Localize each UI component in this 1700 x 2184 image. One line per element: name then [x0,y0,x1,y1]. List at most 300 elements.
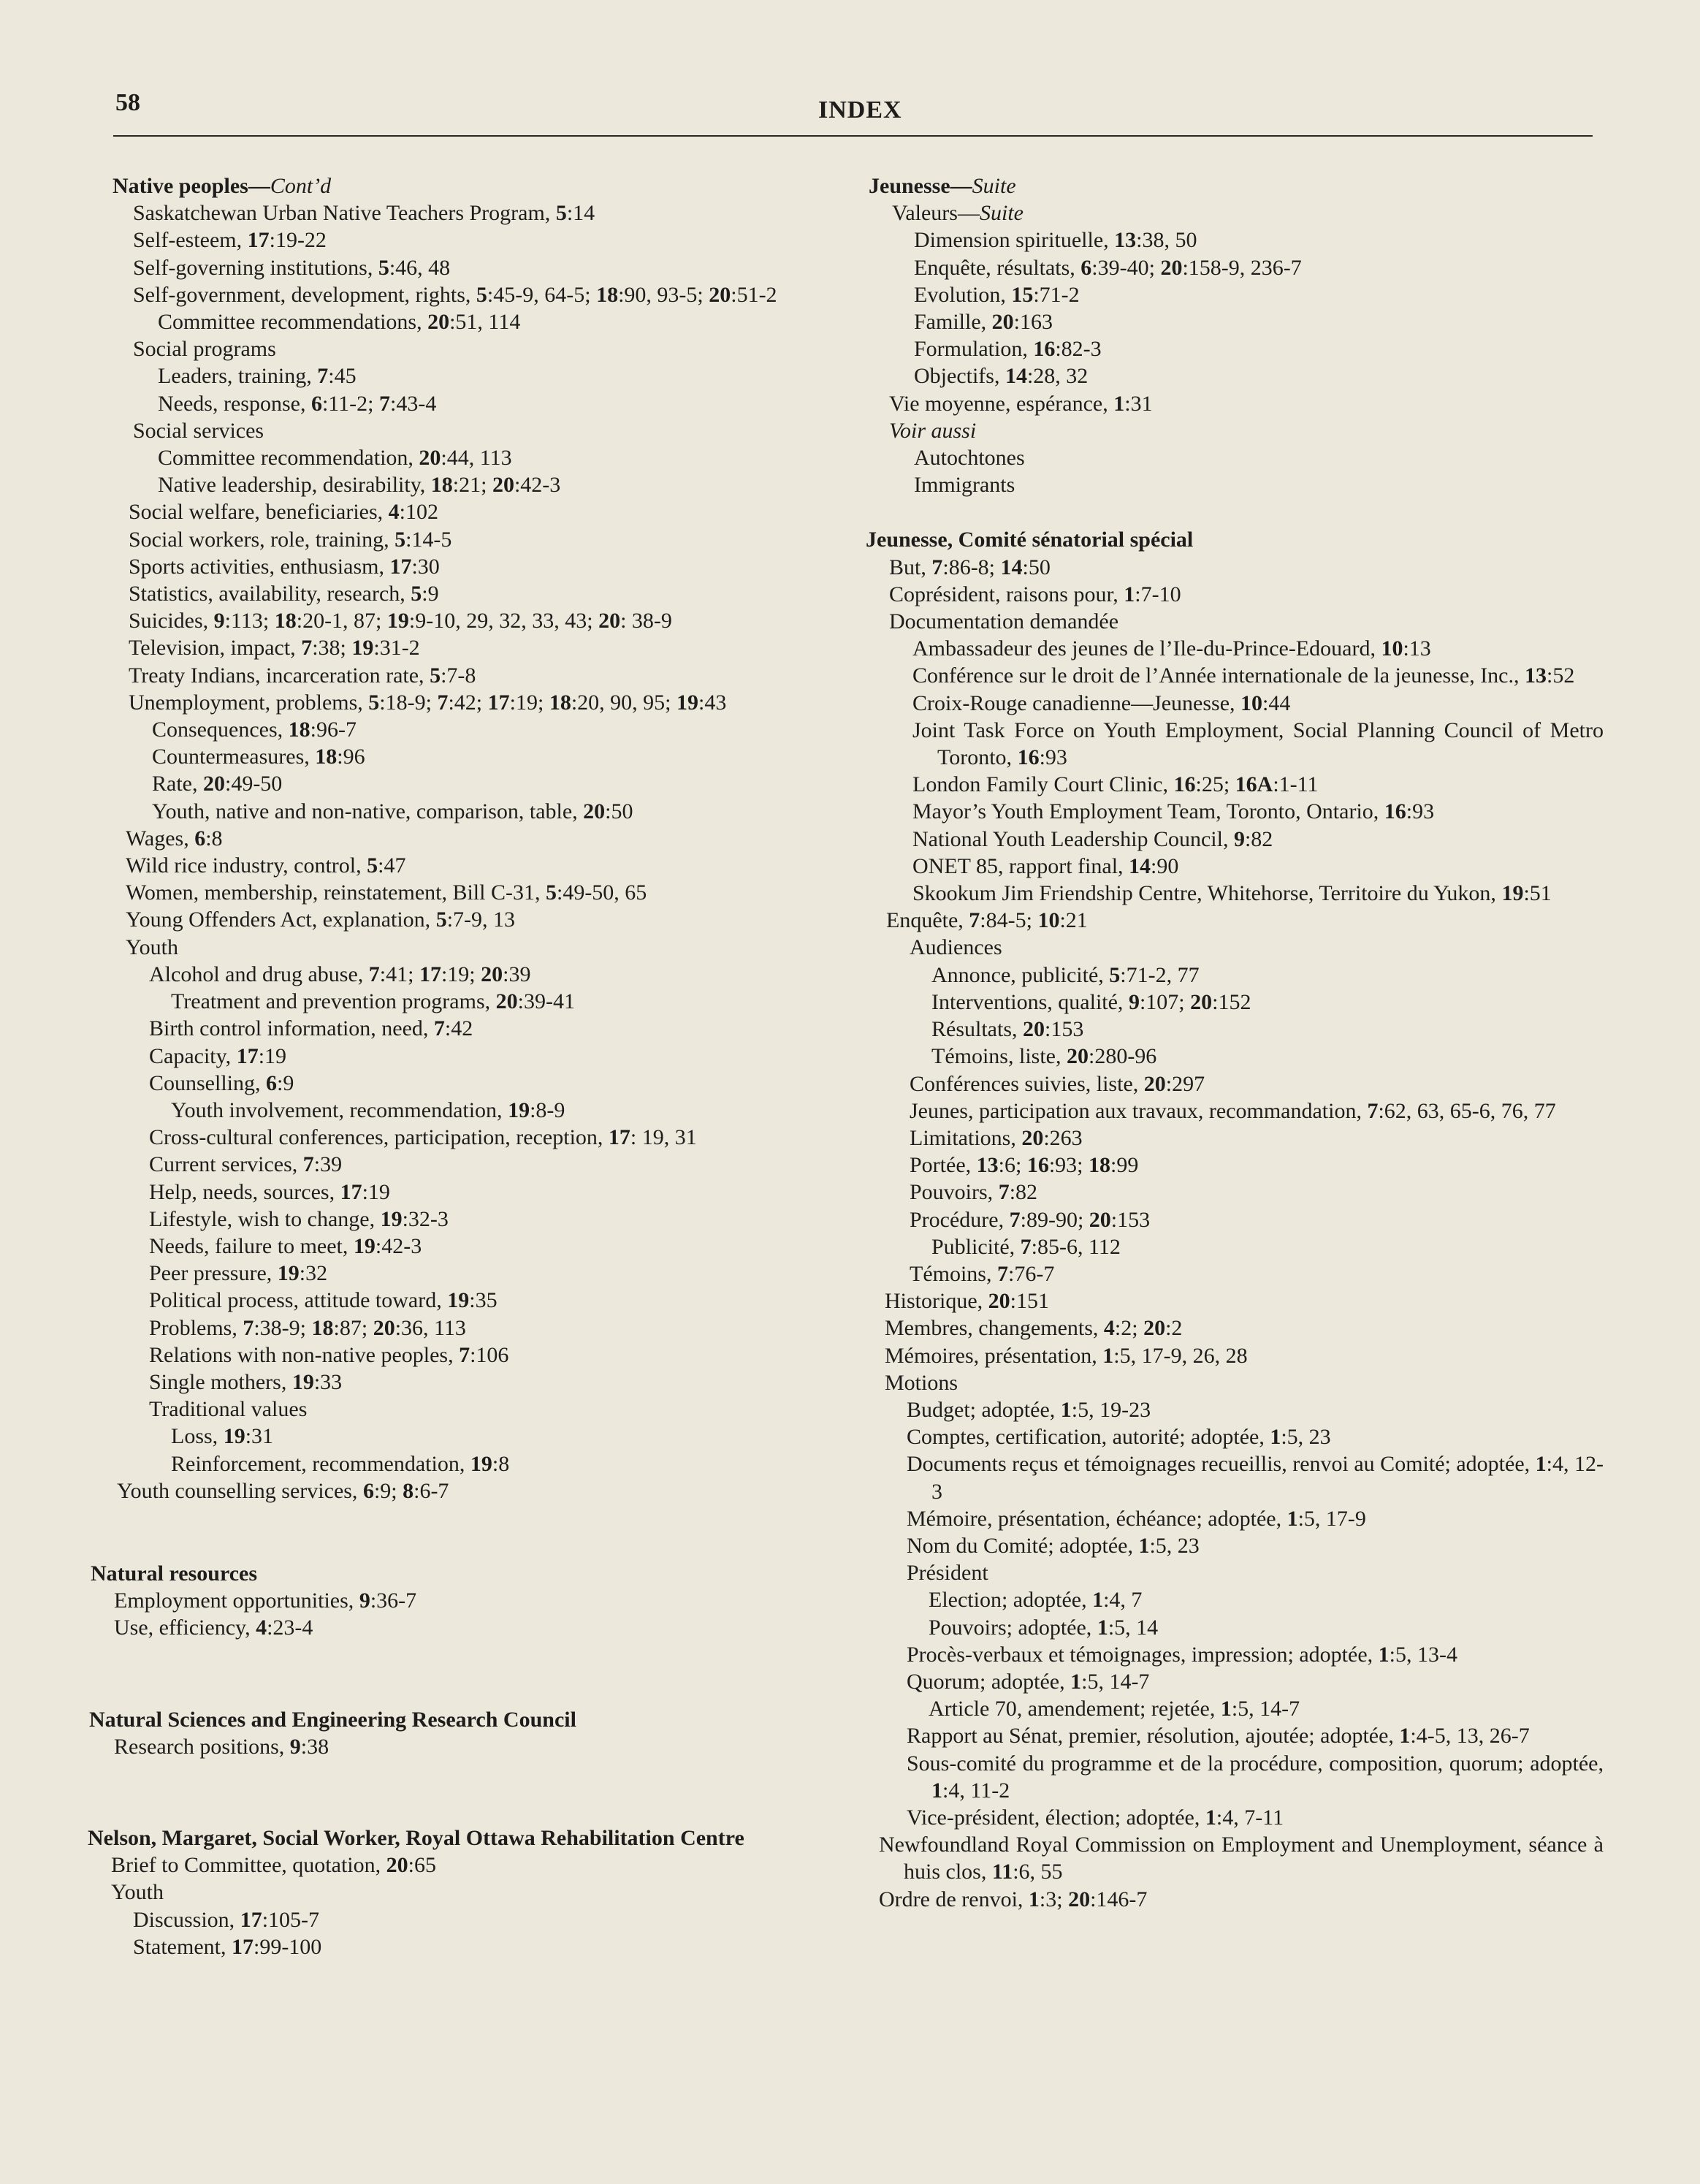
index-heading [88,1825,818,1852]
index-entry [866,1532,1604,1559]
index-heading [88,1560,818,1587]
issue-number: 19 [676,690,698,715]
index-entry [866,662,1604,689]
index-entry [866,1722,1604,1749]
index-entry [88,662,818,689]
entry-text: :19 [258,1043,287,1068]
entry-text: :50 [605,799,633,823]
entry-text: Committee recommendations, [158,310,428,335]
entry-text: :7-9, 13 [446,908,516,932]
entry-text: :65 [408,1853,436,1878]
entry-text: :3; [1039,1887,1069,1911]
entry-text: : 38-9 [620,609,672,633]
entry-text: Evolution, [914,282,1012,307]
issue-number: 18 [430,473,453,498]
index-entry [88,1614,818,1641]
issue-number: 19 [351,636,374,661]
index-entry [88,1233,818,1260]
issue-number: 20 [202,772,225,796]
entry-text: :96 [337,745,365,769]
entry-text: :32-3 [402,1206,449,1231]
entry-text: :39 [313,1152,343,1177]
entry-text: :44, 113 [441,446,512,471]
entry-text: :42-3 [375,1233,422,1258]
index-entry [866,1668,1604,1695]
issue-number: 16 [1384,799,1406,824]
entry-text: :20-1, 87; [296,609,387,633]
entry-text: Women, membership, reinstatement, Bill C-31, [126,880,546,905]
index-entry [866,717,1604,771]
spacer [866,498,1604,526]
issue-number: 20 [1190,989,1213,1014]
entry-text: Documents reçus et témoignages recueillis, renvoi au Comité; adoptée, [907,1452,1536,1477]
index-entry [88,1587,818,1614]
issue-number: 20 [583,799,606,823]
spacer [88,1760,818,1825]
issue-number: 16 [1033,337,1056,362]
issue-number: 17 [236,1043,259,1068]
index-entry [88,498,818,525]
index-entry [866,608,1604,635]
entry-text: Loss, [171,1424,224,1449]
entry-text: :84-5; [980,908,1038,933]
entry-text: Famille, [914,310,992,335]
entry-text: Youth counselling services, [117,1478,363,1503]
index-entry [88,227,818,254]
index-heading [866,172,1604,199]
entry-text: :42; [448,690,488,715]
issue-number: 20 [1160,255,1183,280]
heading-text: Jeunesse, Comité sénatorial spécial [866,528,1194,552]
entry-text: :49-50 [224,772,283,796]
entry-text: :5, 13-4 [1389,1642,1457,1667]
index-entry [88,770,818,797]
entry-text: Suite [979,201,1024,226]
entry-text: :36-7 [370,1588,417,1613]
issue-number: 4 [388,500,400,525]
issue-number: 7 [379,391,390,416]
issue-number: 1 [1070,1669,1082,1694]
issue-number: 6 [362,1478,374,1503]
index-entry [866,1831,1604,1885]
entry-text: :9 [277,1070,294,1095]
entry-text: Mémoire, présentation, échéance; adoptée, [907,1506,1287,1531]
issue-number: 19 [380,1206,403,1231]
entry-text: :2 [1165,1316,1183,1341]
entry-text: Problems, [149,1315,243,1340]
index-entry [88,1124,818,1151]
entry-text: :107; [1139,989,1191,1014]
entry-text: Alcohol and drug abuse, [149,962,369,986]
entry-text: :19-22 [269,228,327,253]
issue-number: 20 [495,989,518,1014]
index-entry [866,635,1604,662]
entry-text: Social welfare, beneficiaries, [129,500,389,525]
index-entry [866,1695,1604,1722]
entry-text: :44 [1262,690,1291,715]
index-entry [866,690,1604,717]
issue-number: 17 [247,228,270,253]
issue-number: 15 [1011,282,1034,307]
heading-text: Suite [972,174,1016,198]
issue-number: 7 [433,1016,445,1041]
index-entry [866,254,1604,281]
entry-text: Self-governing institutions, [133,255,378,280]
entry-text: :36, 113 [394,1315,466,1340]
index-entry [866,471,1604,498]
issue-number: 19 [386,609,409,633]
issue-number: 14 [1129,853,1151,878]
entry-text: Mayor’s Youth Employment Team, Toronto, Ontario, [912,799,1384,824]
issue-number: 10 [1240,690,1263,715]
issue-number: 19 [223,1424,245,1449]
issue-number: 13 [1525,663,1547,688]
index-entry [88,1733,818,1760]
entry-text: :6-7 [413,1478,449,1503]
index-entry [866,554,1604,581]
entry-text: Vice-président, élection; adoptée, [907,1805,1205,1830]
index-entry [866,1750,1604,1804]
issue-number: 1 [1124,582,1135,606]
entry-text: Vie moyenne, espérance, [889,391,1114,416]
entry-text: Wild rice industry, control, [126,853,367,878]
entry-text: Limitations, [910,1125,1022,1150]
entry-text: :21 [1059,908,1088,933]
issue-number: 19 [508,1097,530,1122]
entry-text: :153 [1110,1207,1151,1232]
entry-text: Motions [885,1370,958,1395]
entry-text: :19 [362,1179,390,1204]
entry-text: :47 [378,853,406,878]
index-entry [88,1097,818,1124]
entry-text: Discussion, [133,1907,240,1932]
entry-text: :82 [1244,826,1273,851]
index-entry [866,444,1604,471]
entry-text: :5, 14 [1108,1615,1159,1640]
issue-number: 13 [976,1153,999,1178]
entry-text: Pouvoirs; adoptée, [929,1615,1097,1640]
entry-text: Article 70, amendement; rejetée, [929,1697,1221,1721]
heading-text: Jeunesse— [869,174,972,198]
issue-number: 18 [1088,1153,1110,1178]
entry-text: :14 [566,201,595,226]
entry-text: :4, 11-2 [942,1778,1010,1803]
entry-text: :38; [312,636,352,661]
index-entry [88,1369,818,1396]
issue-number: 17 [340,1179,362,1204]
issue-number: 20 [991,310,1014,335]
index-entry [88,1206,818,1233]
entry-text: :102 [399,500,438,525]
index-entry [866,1804,1604,1831]
issue-number: 19 [291,1369,314,1394]
index-column-right [866,172,1604,1913]
entry-text: Current services, [149,1152,303,1177]
issue-number: 1 [1205,1805,1216,1830]
index-entry [88,281,818,308]
index-entry [88,526,818,553]
issue-number: 5 [476,282,487,307]
entry-text: :32 [299,1261,328,1286]
index-entry [866,1423,1604,1450]
entry-text: :45-9, 64-5; [487,282,597,307]
issue-number: 7 [1020,1234,1032,1259]
entry-text: :86-8; [942,555,1001,579]
index-entry [88,906,818,933]
issue-number: 8 [403,1478,414,1503]
index-entry [866,1070,1604,1097]
issue-number: 20 [1066,1044,1089,1069]
entry-text: :28, 32 [1026,364,1089,389]
entry-text: National Youth Leadership Council, [912,826,1234,851]
entry-text: Interventions, qualité, [931,989,1129,1014]
entry-text: Employment opportunities, [114,1588,359,1613]
index-entry [866,1125,1604,1152]
index-heading [866,526,1604,553]
page-number: 58 [115,89,140,116]
issue-number: 17 [487,690,510,715]
issue-number: 1 [1535,1452,1547,1477]
issue-number: 7 [243,1315,254,1340]
index-entry [88,1342,818,1369]
entry-text: :5, 23 [1281,1425,1331,1450]
issue-number: 18 [549,690,571,715]
index-entry [866,1097,1604,1125]
entry-text: Native leadership, desirability, [158,473,431,498]
issue-number: 20 [481,962,503,986]
issue-number: 17 [608,1125,630,1150]
entry-text: Dimension spirituelle, [914,228,1115,253]
issue-number: 1 [1097,1615,1108,1640]
issue-number: 20 [373,1315,395,1340]
entry-text: :19; [509,690,549,715]
entry-text: Joint Task Force on Youth Employment, Social Planning Council of Metro Toronto, [912,718,1604,770]
entry-text: :2; [1114,1316,1144,1341]
index-entry [866,1287,1604,1314]
entry-text: :85-6, 112 [1031,1234,1121,1259]
entry-text: :8-9 [530,1097,565,1122]
index-entry [88,1450,818,1477]
entry-text: Immigrants [914,473,1015,498]
index-entry [866,907,1604,934]
entry-text: Autochtones [914,446,1025,471]
index-entry [866,1559,1604,1586]
issue-number: 5 [1109,962,1121,987]
heading-text: Native peoples— [113,174,270,198]
index-entry [88,471,818,498]
entry-text: :5, 17-9, 26, 28 [1113,1343,1248,1368]
entry-text: :153 [1045,1017,1084,1042]
running-head: INDEX [818,96,902,123]
entry-text: Ordre de renvoi, [879,1887,1029,1911]
entry-text: :39 [503,962,531,986]
issue-number: 20 [492,473,514,498]
entry-text: Leaders, training, [158,364,318,389]
index-entry [866,1641,1604,1668]
entry-text: Wages, [126,826,195,851]
entry-text: :31 [1124,391,1153,416]
entry-text: Counselling, [149,1070,267,1095]
issue-number: 7 [302,1152,314,1177]
index-entry [88,335,818,362]
issue-number: 6 [194,826,206,851]
index-entry [866,1314,1604,1342]
index-entry [88,961,818,988]
entry-text: Committee recommendation, [158,446,419,471]
issue-number: 13 [1114,228,1137,253]
entry-text: :151 [1010,1289,1049,1314]
entry-text: :8 [205,826,223,851]
entry-text: Treaty Indians, incarceration rate, [129,663,430,688]
issue-number: 1 [931,1778,942,1803]
index-entry [88,1906,818,1933]
index-entry [866,934,1604,961]
issue-number: 19 [277,1261,300,1286]
index-entry [88,1287,818,1314]
entry-text: Reinforcement, recommendation, [171,1451,470,1476]
issue-number: 7 [301,636,313,661]
entry-text: Témoins, liste, [931,1044,1067,1069]
entry-text: :5, 19-23 [1071,1397,1151,1422]
index-entry [866,1505,1604,1532]
entry-text: Quorum; adoptée, [907,1669,1071,1694]
entry-text: Enquête, résultats, [914,255,1081,280]
index-entry [866,853,1604,880]
issue-number: 18 [311,1315,334,1340]
entry-text: :93 [1406,799,1435,824]
issue-number: 20 [427,310,450,335]
issue-number: 10 [1381,636,1403,661]
index-entry [88,553,818,580]
issue-number: 10 [1037,908,1060,933]
entry-text: :82-3 [1055,337,1102,362]
issue-number: 6 [1080,255,1092,280]
issue-number: 5 [545,880,557,905]
entry-text: :23-4 [267,1616,313,1640]
issue-number: 5 [411,582,422,606]
entry-text: Research positions, [114,1734,290,1759]
issue-number: 17 [389,554,412,579]
index-entry [88,879,818,906]
entry-text: Témoins, [910,1261,997,1286]
entry-text: :45 [328,364,357,389]
index-entry [866,581,1604,608]
entry-text: :105-7 [262,1907,320,1932]
index-entry [88,1043,818,1070]
entry-text: :39-40; [1091,255,1161,280]
entry-text: Conférence sur le droit de l’Année internationale de la jeunesse, Inc., [912,663,1525,688]
issue-number: 1 [1092,1588,1104,1613]
issue-number: 5 [430,663,441,688]
entry-text: Nom du Comité; adoptée, [907,1533,1139,1558]
entry-text: :4, 12-3 [931,1452,1604,1504]
entry-text: :163 [1013,310,1053,335]
index-entry [88,308,818,335]
issue-number: 20 [598,609,621,633]
index-entry [88,798,818,825]
entry-text: :9 [422,582,439,606]
entry-text: Saskatchewan Urban Native Teachers Program, [133,201,556,226]
entry-text: Self-esteem, [133,228,248,253]
entry-text: :42-3 [514,473,561,498]
index-entry [866,1450,1604,1504]
issue-number: 16 [1173,772,1196,797]
entry-text: London Family Court Clinic, [912,772,1174,797]
index-entry [866,335,1604,362]
index-entry [866,1233,1604,1260]
entry-text: :93; [1048,1153,1089,1178]
entry-text: Political process, attitude toward, [149,1288,448,1313]
entry-text: Single mothers, [149,1369,292,1394]
entry-text: Jeunes, participation aux travaux, recommandation, [910,1098,1368,1123]
issue-number: 20 [1143,1316,1166,1341]
issue-number: 1 [1399,1724,1411,1749]
index-entry [88,1314,818,1342]
entry-text: Procès-verbaux et témoignages, impression; adoptée, [907,1642,1379,1667]
index-entry [866,1886,1604,1913]
issue-number: 20 [988,1289,1010,1314]
index-entry [866,1043,1604,1070]
index-entry [866,1369,1604,1396]
issue-number: 9 [289,1734,301,1759]
issue-number: 9 [1128,989,1140,1014]
issue-number: 18 [274,609,297,633]
index-entry [866,390,1604,417]
index-entry [88,1396,818,1423]
entry-text: :90 [1151,853,1179,878]
issue-number: 7 [368,962,380,986]
entry-text: :4-5, 13, 26-7 [1410,1724,1530,1749]
entry-text: Use, efficiency, [114,1616,256,1640]
entry-text: :51, 114 [449,310,521,335]
entry-text: Portée, [910,1153,977,1178]
issue-number: 7 [437,690,449,715]
entry-text: :52 [1547,663,1575,688]
entry-text: Historique, [885,1289,988,1314]
issue-number: 20 [419,446,441,471]
issue-number: 17 [231,1934,254,1959]
index-entry [866,1260,1604,1287]
entry-text: :62, 63, 65-6, 76, 77 [1378,1098,1556,1123]
entry-text: :8 [492,1451,510,1476]
entry-text: Audiences [910,935,1002,960]
entry-text: Président [907,1561,988,1586]
entry-text: :280-96 [1088,1044,1157,1069]
entry-text: Birth control information, need, [149,1016,434,1041]
index-entry [88,1070,818,1097]
entry-text: :9-10, 29, 32, 33, 43; [408,609,599,633]
index-column-left [88,172,818,1960]
index-entry [866,880,1604,907]
entry-text: Résultats, [931,1017,1023,1042]
index-entry [88,607,818,634]
issue-number: 7 [1009,1207,1021,1232]
entry-text: Treatment and prevention programs, [171,989,496,1014]
issue-number: 18 [596,282,619,307]
entry-text: Croix-Rouge canadienne—Jeunesse, [912,690,1241,715]
issue-number: 1 [1060,1397,1072,1422]
entry-text: :21; [452,473,492,498]
issue-number: 5 [435,908,447,932]
index-entry [88,1852,818,1879]
issue-number: 14 [1000,555,1023,579]
issue-number: 19 [447,1288,470,1313]
entry-text: :6; [998,1153,1027,1178]
entry-text: :51-2 [731,282,777,307]
entry-text: Suicides, [129,609,214,633]
entry-text: Conférences suivies, liste, [910,1071,1144,1096]
entry-text: :42 [444,1016,473,1041]
